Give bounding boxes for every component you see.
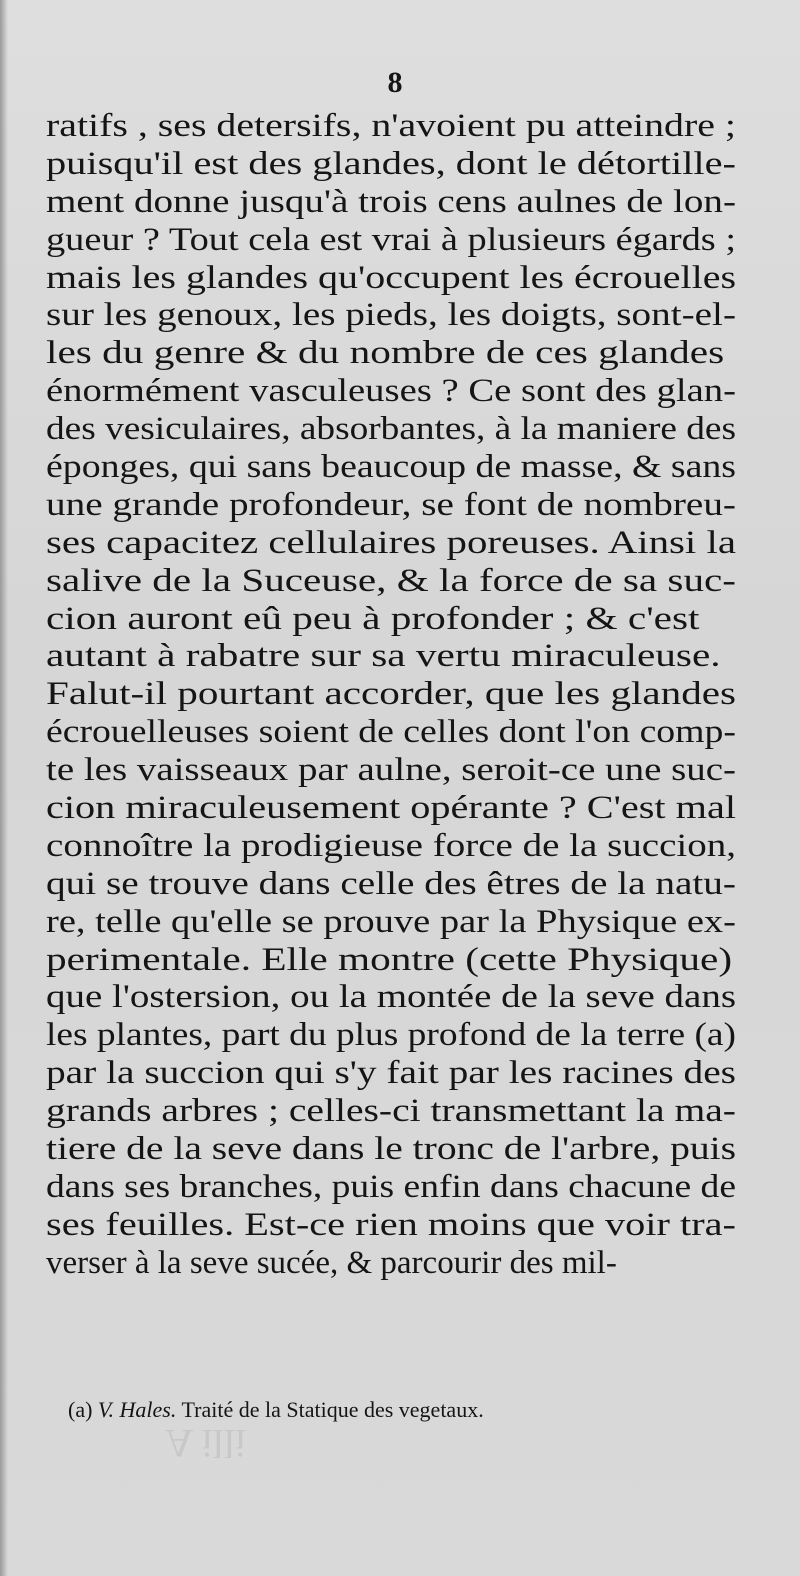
- footnote-author: V. Hales.: [97, 1397, 177, 1422]
- bleed-through-text: A illi: [165, 1421, 247, 1466]
- text-line-content: éponges, qui sans beaucoup de masse, & sans: [46, 449, 736, 486]
- text-line-content: grands arbres ; celles-ci transmettant la ma-: [46, 1093, 736, 1130]
- text-line-content: perimentale. Elle montre (cette Physique): [46, 941, 733, 978]
- text-line: [46, 1245, 736, 1283]
- text-line-content: écrouelleuses soient de celles dont l'on comp-: [46, 714, 736, 751]
- text-line: [46, 260, 736, 298]
- text-line: [46, 752, 736, 790]
- text-line: [46, 108, 736, 146]
- footnote-text: Traité de la Statique des vegetaux.: [181, 1397, 484, 1422]
- text-line: [46, 222, 736, 260]
- text-line: [46, 1017, 736, 1055]
- text-line-content: ses feuilles. Est-ce rien moins que voir tra-: [46, 1206, 736, 1243]
- text-line-content: connoître la prodigieuse force de la succion,: [46, 827, 736, 864]
- text-line-content: Falut-il pourtant accorder, que les glandes: [46, 676, 737, 713]
- text-line: [46, 866, 736, 904]
- text-line: [46, 1131, 736, 1169]
- text-line-content: des vesiculaires, absorbantes, à la maniere des: [46, 411, 737, 448]
- text-line-content: ses capacitez cellulaires poreuses. Ainsi la: [46, 524, 736, 561]
- text-line: [46, 297, 736, 335]
- text-line: [46, 1207, 736, 1245]
- text-line: [46, 335, 736, 373]
- text-line-content: verser à la seve sucée, & parcourir des mil-: [46, 1244, 617, 1281]
- text-line: [46, 979, 736, 1017]
- text-line-content: ratifs , ses detersifs, n'avoient pu atteindre ;: [46, 108, 736, 144]
- page-number: 8: [387, 66, 403, 99]
- text-line: [46, 1055, 736, 1093]
- text-line: [46, 1093, 736, 1131]
- text-line-content: que l'ostersion, ou la montée de la seve dans: [46, 979, 737, 1016]
- text-line: [46, 638, 736, 676]
- text-line: [46, 411, 736, 449]
- text-line-content: mais les glandes qu'occupent les écrouelles: [46, 259, 737, 296]
- text-line-content: par la succion qui s'y fait par les racines des: [46, 1055, 737, 1092]
- text-line-content: les du genre & du nombre de ces glandes: [46, 335, 725, 372]
- footnote: [68, 1396, 484, 1424]
- text-line: [46, 563, 736, 601]
- text-line-content: gueur ? Tout cela est vrai à plusieurs égards ;: [46, 221, 736, 258]
- text-line: [46, 373, 736, 411]
- text-line-content: dans ses branches, puis enfin dans chacune de: [46, 1168, 736, 1205]
- text-line-content: puisqu'il est des glandes, dont le détortille-: [46, 145, 736, 182]
- text-line-content: sur les genoux, les pieds, les doigts, sont-el-: [46, 297, 736, 334]
- text-line-content: les plantes, part du plus profond de la terre (a): [46, 1017, 737, 1054]
- text-line-content: re, telle qu'elle se prouve par la Physique ex-: [46, 903, 736, 940]
- text-line: [46, 449, 736, 487]
- text-line: [46, 525, 736, 563]
- text-line: [46, 1169, 736, 1207]
- text-line-content: cion auront eû peu à profonder ; & c'est: [46, 600, 700, 637]
- text-line-content: ment donne jusqu'à trois cens aulnes de lon-: [46, 183, 736, 220]
- text-line-content: te les vaisseaux par aulne, seroit-ce une suc-: [46, 752, 736, 789]
- text-line: [46, 790, 736, 828]
- text-line-content: cion miraculeusement opérante ? C'est mal: [46, 790, 737, 827]
- text-line-content: énormément vasculeuses ? Ce sont des glan-: [46, 373, 736, 410]
- text-line-content: tiere de la seve dans le tronc de l'arbre, puis: [46, 1131, 737, 1168]
- text-line: [46, 601, 736, 639]
- text-line: [46, 942, 736, 980]
- text-line-content: salive de la Suceuse, & la force de sa suc-: [46, 562, 736, 599]
- text-line: [46, 904, 736, 942]
- text-line-content: une grande profondeur, se font de nombreu-: [46, 486, 736, 523]
- text-line: [46, 828, 736, 866]
- text-line: [46, 714, 736, 752]
- text-line-content: qui se trouve dans celle des êtres de la natu-: [46, 865, 737, 902]
- footnote-marker: (a): [68, 1397, 93, 1422]
- text-line: [46, 146, 736, 184]
- text-line-content: autant à rabatre sur sa vertu miraculeuse.: [46, 638, 721, 675]
- text-line: [46, 676, 736, 714]
- text-line: [46, 487, 736, 525]
- body-text: [46, 108, 736, 1283]
- text-line: [46, 184, 736, 222]
